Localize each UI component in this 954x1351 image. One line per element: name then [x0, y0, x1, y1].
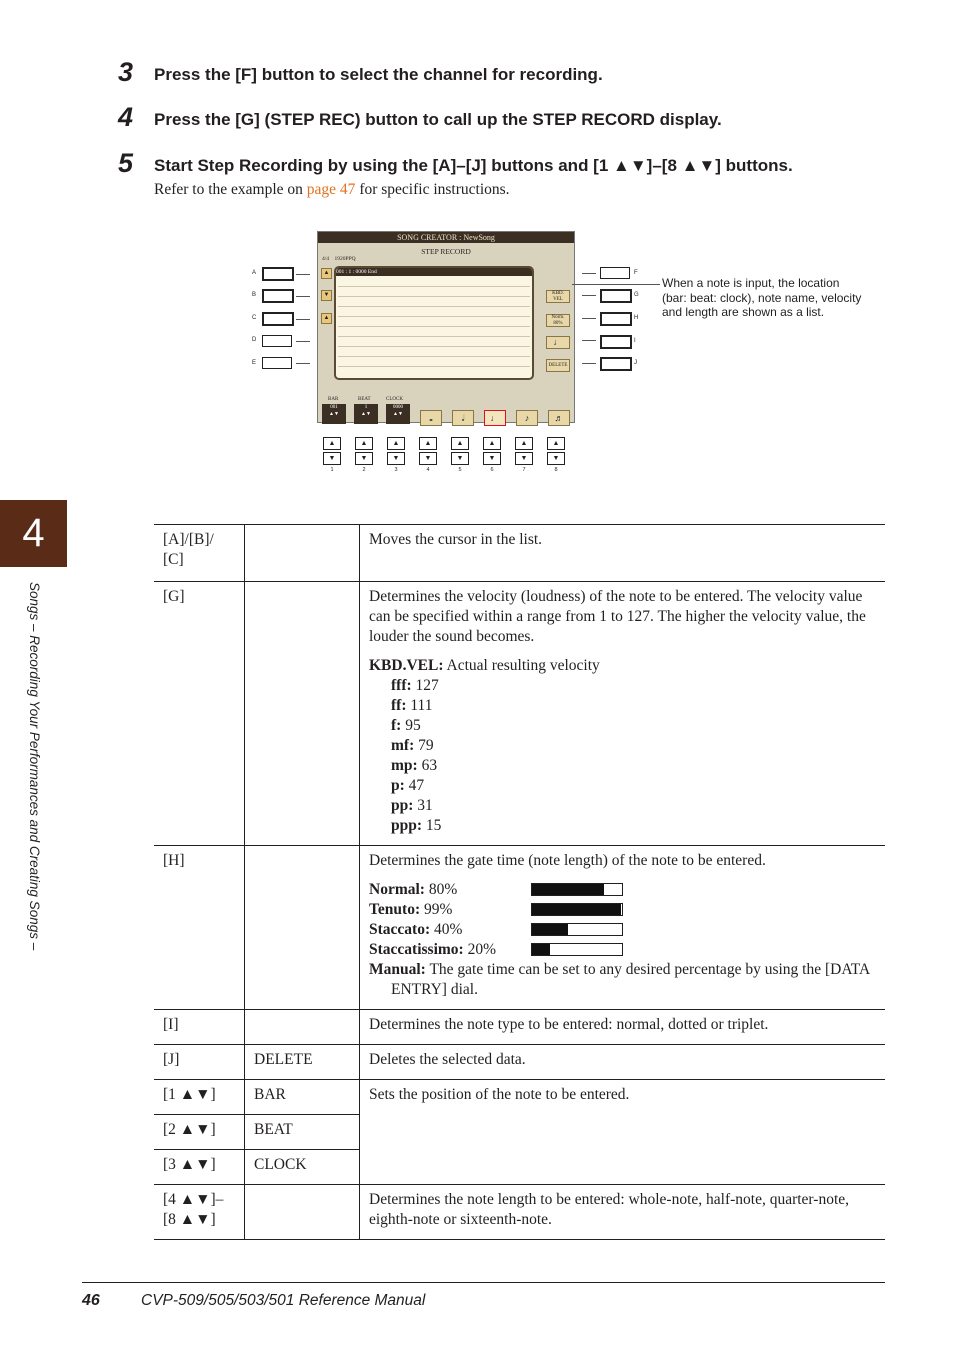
gate-normal: Normal: 80% [369, 880, 876, 900]
button-label-a: A [252, 270, 257, 276]
table-cell: [4 ▲▼]– [8 ▲▼] [154, 1185, 245, 1240]
button-label-d: D [252, 337, 257, 343]
quarter-note-icon: ♩ [484, 410, 506, 426]
quarter-note-icon: ♩ [546, 336, 570, 349]
gate-staccatissimo: Staccatissimo: 20% [369, 940, 876, 960]
table-row [154, 846, 885, 1010]
button-g[interactable] [600, 289, 632, 303]
updown-button-5[interactable]: ▲ ▼ 5 [451, 437, 469, 473]
button-label-e: E [252, 360, 257, 366]
velocity-level: p: 47 [391, 777, 425, 794]
button-i[interactable] [600, 335, 632, 349]
updown-button-1[interactable]: ▲ ▼ 1 [323, 437, 341, 473]
step-text: Start Step Recording by using the [A]–[J] buttons and [1 ▲▼]–[8 ▲▼] buttons. [154, 156, 793, 175]
refer-text: Refer to the example on page 47 for specific instructions. [154, 181, 510, 198]
bar-spinner: 001 ▲▼ [322, 404, 346, 424]
table-cell [360, 846, 886, 1010]
step-number: 5 [118, 148, 134, 178]
table-cell: [3 ▲▼] [154, 1150, 245, 1185]
table-cell: Deletes the selected data. [360, 1045, 886, 1080]
callout-text: When a note is input, the location (bar: beat: clock), note name, velocity and length are shown as a list. [662, 276, 862, 319]
table-cell [360, 582, 886, 846]
table-cell: Determines the note type to be entered: normal, dotted or triplet. [360, 1010, 886, 1045]
table-cell: BEAT [245, 1115, 360, 1150]
velocity-level: ppp: 15 [391, 817, 442, 834]
gate-fill [532, 904, 621, 915]
updown-button-8[interactable]: ▲ ▼ 8 [547, 437, 565, 473]
kbd-vel-line: KBD.VEL: Actual resulting velocity [369, 657, 600, 674]
norm-button: Norm. 80% [546, 314, 570, 327]
table-cell [245, 846, 360, 1010]
button-a[interactable] [262, 267, 294, 281]
clock-label: CLOCK [386, 397, 403, 402]
table-cell: DELETE [245, 1045, 360, 1080]
gate-bar [531, 923, 623, 936]
whole-note-icon: 𝅝 [420, 410, 442, 426]
screen-subtitle: STEP RECORD [421, 247, 471, 256]
button-label-i: I [634, 338, 636, 344]
table-cell: [H] [154, 846, 245, 1010]
table-cell: [G] [154, 582, 245, 846]
table-cell: [J] [154, 1045, 245, 1080]
step-number: 3 [118, 57, 134, 87]
delete-button: DELETE [546, 359, 570, 372]
down-arrow-icon: ▼ [321, 290, 332, 301]
velocity-level: f: 95 [391, 717, 421, 734]
sixteenth-note-icon: ♬ [548, 410, 570, 426]
table-cell: BAR [245, 1080, 360, 1115]
step-record-diagram [250, 228, 870, 478]
button-label-b: B [252, 292, 257, 298]
page-link[interactable]: page 47 [306, 181, 356, 198]
table-cell [245, 1010, 360, 1045]
lcd-screen [317, 231, 575, 423]
table-cell: Determines the note length to be entered: whole-note, half-note, quarter-note, eighth-note or sixteenth-note. [360, 1185, 886, 1240]
table-cell: CLOCK [245, 1150, 360, 1185]
button-j[interactable] [600, 357, 632, 371]
table-row [154, 525, 885, 582]
button-label-j: J [634, 360, 637, 366]
step-number: 4 [118, 102, 134, 132]
selected-row: 001 : 1 : 0000 End [336, 268, 532, 276]
kbd-vel-button: KBD. VEL [546, 290, 570, 303]
velocity-level: ff: 111 [391, 697, 433, 714]
table-row [154, 1185, 885, 1240]
screen-info: 4/4 1920PPQ [322, 256, 356, 262]
table-cell: [2 ▲▼] [154, 1115, 245, 1150]
gate-tenuto: Tenuto: 99% [369, 900, 876, 920]
table-cell [245, 525, 360, 582]
button-e[interactable] [262, 357, 292, 369]
table-cell [245, 582, 360, 846]
button-function-table [154, 524, 885, 1240]
button-h[interactable] [600, 312, 632, 326]
beat-spinner: 1 ▲▼ [354, 404, 378, 424]
velocity-level: fff: 127 [391, 677, 439, 694]
table-cell: [1 ▲▼] [154, 1080, 245, 1115]
button-label-h: H [634, 315, 639, 321]
table-cell: Moves the cursor in the list. [360, 525, 886, 582]
gate-fill [532, 944, 550, 955]
half-note-icon: 𝅗𝅥 [452, 410, 474, 426]
gate-fill [532, 924, 568, 935]
screen-title: SONG CREATOR : NewSong [318, 232, 574, 243]
table-cell: [A]/[B]/ [C] [154, 525, 245, 582]
velocity-level: pp: 31 [391, 797, 433, 814]
chapter-tab: 4 [0, 500, 67, 567]
gate-bar [531, 883, 623, 896]
table-cell [245, 1185, 360, 1240]
gate-intro: Determines the gate time (note length) of the note to be entered. [369, 852, 766, 869]
table-cell: [I] [154, 1010, 245, 1045]
button-label-f: F [634, 270, 638, 276]
gate-manual: Manual: The gate time can be set to any desired percentage by using the [DATA ENTRY] dial. [369, 961, 870, 998]
clock-spinner: 0000 ▲▼ [386, 404, 410, 424]
button-f[interactable] [600, 267, 630, 279]
updown-button-2[interactable]: ▲ ▼ 2 [355, 437, 373, 473]
velocity-level: mp: 63 [391, 757, 438, 774]
up-arrow-icon: ▲ [321, 268, 332, 279]
bar-label: BAR [328, 397, 339, 402]
button-d[interactable] [262, 335, 292, 347]
velocity-level: mf: 79 [391, 737, 434, 754]
eighth-note-icon: ♪ [516, 410, 538, 426]
beat-label: BEAT [358, 397, 371, 402]
event-list [334, 266, 534, 380]
gate-fill [532, 884, 604, 895]
manual-title: CVP-509/505/503/501 Reference Manual [141, 1292, 426, 1309]
gate-staccato: Staccato: 40% [369, 920, 876, 940]
velocity-intro: Determines the velocity (loudness) of the note to be entered. The velocity value can be specified within a range from 1 to 127. The higher the velocity value, the louder the sound becomes. [369, 588, 866, 645]
table-row [154, 1080, 885, 1115]
button-b[interactable] [262, 289, 294, 303]
chapter-title: Songs – Recording Your Performances and Creating Songs – [27, 582, 42, 951]
updown-button-6[interactable]: ▲ ▼ 6 [483, 437, 501, 473]
scroll-icon: ▲ [321, 313, 332, 324]
updown-button-4[interactable]: ▲ ▼ 4 [419, 437, 437, 473]
step-text: Press the [G] (STEP REC) button to call up the STEP RECORD display. [154, 110, 722, 129]
button-label-g: G [634, 292, 639, 298]
gate-bar [531, 903, 623, 916]
gate-bar [531, 943, 623, 956]
table-row [154, 1010, 885, 1045]
button-label-c: C [252, 315, 257, 321]
page-number: 46 [82, 1292, 100, 1309]
step-text: Press the [F] button to select the channel for recording. [154, 65, 603, 84]
table-row [154, 1045, 885, 1080]
updown-button-3[interactable]: ▲ ▼ 3 [387, 437, 405, 473]
table-cell: Sets the position of the note to be entered. [360, 1080, 886, 1185]
updown-button-7[interactable]: ▲ ▼ 7 [515, 437, 533, 473]
table-row [154, 582, 885, 846]
button-c[interactable] [262, 312, 294, 326]
